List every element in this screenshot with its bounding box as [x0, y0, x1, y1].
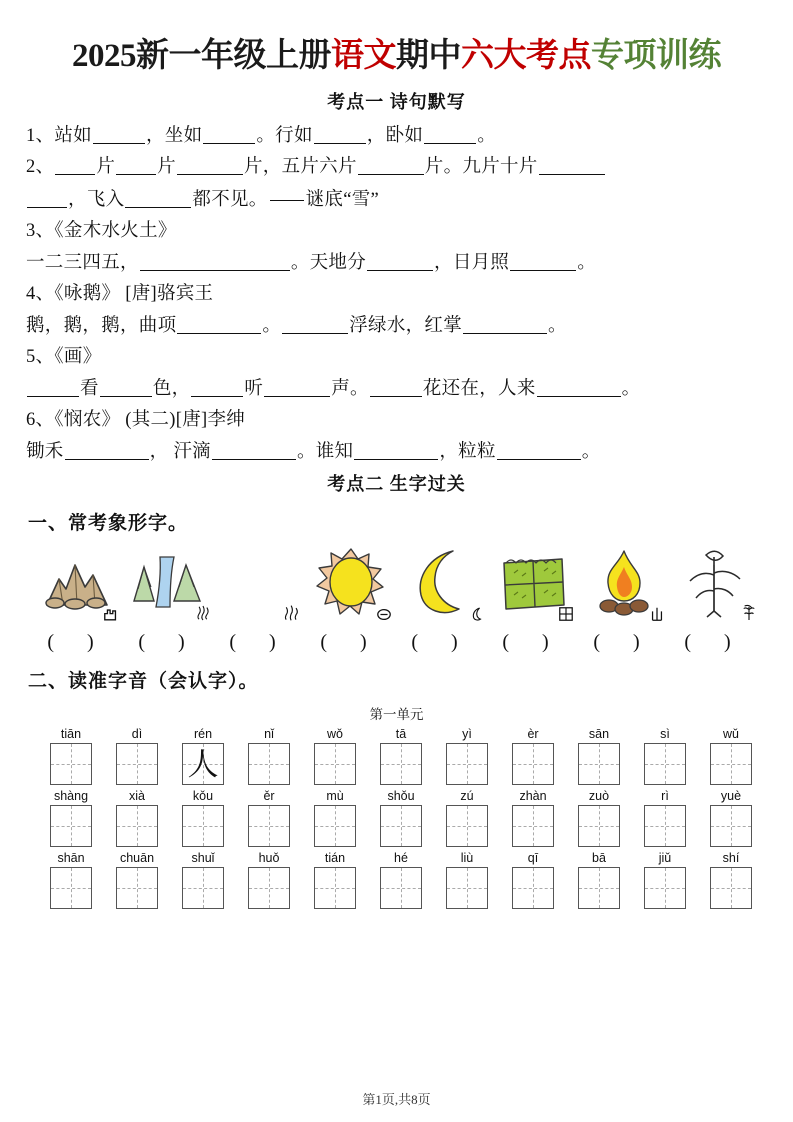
pinyin-cell — [632, 727, 698, 788]
moon-icon — [403, 543, 481, 625]
character-practice-box[interactable] — [248, 867, 290, 909]
pinyin-cell — [236, 789, 302, 850]
dictation-item-number: 2、 — [26, 157, 55, 178]
answer-blank[interactable] — [314, 127, 366, 144]
pinyin-cell — [170, 851, 236, 912]
pinyin-label: nǐ — [264, 727, 274, 742]
mountain-icon — [39, 543, 117, 625]
pinyin-cell — [632, 851, 698, 912]
dictation-item-poem-title: 《金木水火土》 — [54, 221, 177, 242]
dictation-item-number: 4、 — [26, 284, 55, 305]
pinyin-cell — [698, 851, 764, 912]
pinyin-cell — [368, 851, 434, 912]
question-text: 片，五片六片 — [243, 157, 357, 178]
answer-blank[interactable] — [140, 254, 290, 271]
pinyin-label: dì — [131, 727, 143, 742]
answer-parenthesis[interactable]: ( ) — [138, 631, 199, 654]
answer-blank[interactable] — [463, 317, 547, 334]
character-practice-box[interactable] — [116, 743, 158, 785]
question-text: 片 — [96, 157, 116, 178]
character-practice-box[interactable] — [512, 743, 554, 785]
character-practice-box[interactable] — [116, 805, 158, 847]
pinyin-label: chuān — [119, 851, 155, 866]
question-text: 谜底“雪” — [305, 189, 380, 210]
dictation-line — [26, 312, 767, 339]
question-text: 花还在，人来 — [422, 378, 536, 399]
character-practice-box[interactable] — [248, 743, 290, 785]
pinyin-row — [26, 789, 767, 850]
pinyin-cell — [302, 851, 368, 912]
character-practice-box[interactable] — [314, 867, 356, 909]
answer-blank[interactable] — [203, 127, 255, 144]
question-text: 看 — [80, 378, 99, 399]
question-text: ，日月照 — [434, 252, 510, 273]
question-text: 。 — [477, 125, 496, 146]
river-water-icon — [130, 543, 208, 625]
dictation-item-title — [26, 280, 767, 307]
fire-icon — [585, 543, 663, 625]
answer-blank[interactable] — [367, 254, 433, 271]
page-title — [26, 38, 767, 76]
character-practice-box[interactable] — [446, 743, 488, 785]
answer-parenthesis[interactable]: ( ) — [229, 631, 290, 654]
pinyin-label: tiān — [60, 727, 82, 742]
answer-blank[interactable] — [100, 380, 152, 397]
sun-icon — [312, 543, 390, 625]
pinyin-label: yì — [462, 727, 472, 742]
pictograph-section-label: 一、常考象形字。 — [28, 513, 189, 535]
pinyin-label: mù — [326, 789, 344, 804]
pinyin-label: wǔ — [723, 727, 739, 742]
dictation-item-title — [26, 406, 767, 433]
pinyin-label: tián — [324, 851, 346, 866]
pinyin-label: zú — [460, 789, 474, 804]
title-part-black: 2025新一年级上册 — [72, 38, 331, 74]
oracle-bone-glyph-moon — [471, 606, 483, 625]
answer-blank[interactable] — [497, 443, 581, 460]
question-text: 站如 — [54, 125, 92, 146]
pinyin-label: bā — [592, 851, 606, 866]
pinyin-cell — [566, 727, 632, 788]
pictograph-cell-fire — [578, 539, 669, 625]
answer-parenthesis[interactable]: ( ) — [47, 631, 108, 654]
answer-blank[interactable] — [212, 443, 296, 460]
pinyin-label: liù — [460, 851, 474, 866]
question-text: 。行如 — [256, 125, 313, 146]
pictograph-cell-field — [487, 539, 578, 625]
dictation-item-number: 1、 — [26, 125, 55, 146]
character-practice-box[interactable] — [710, 867, 752, 909]
pinyin-cell — [236, 851, 302, 912]
pictograph-answer-row — [26, 631, 767, 654]
answer-blank[interactable] — [358, 158, 424, 175]
oracle-bone-glyph-fire — [649, 606, 665, 625]
dictation-line — [26, 249, 767, 276]
pinyin-cell — [104, 727, 170, 788]
pictograph-cell-moon — [396, 539, 487, 625]
character-practice-box[interactable] — [446, 805, 488, 847]
em-dash — [270, 190, 304, 201]
character-practice-box[interactable] — [116, 867, 158, 909]
question-text: 声。 — [331, 378, 369, 399]
answer-blank[interactable] — [537, 380, 621, 397]
pinyin-cell — [698, 789, 764, 850]
answer-blank[interactable] — [177, 158, 243, 175]
pinyin-label: sì — [660, 727, 670, 742]
title-part-red: 六大考点 — [461, 38, 591, 74]
question-text: 都不见。 — [192, 189, 268, 210]
question-text: ， 汗滴 — [149, 441, 211, 462]
pinyin-cell — [434, 727, 500, 788]
pinyin-label: shuǐ — [191, 851, 215, 866]
question-text: ，坐如 — [145, 125, 203, 146]
question-text: 听 — [244, 378, 264, 399]
pinyin-cell — [104, 851, 170, 912]
character-practice-box[interactable] — [50, 805, 92, 847]
answer-blank[interactable] — [191, 380, 243, 397]
answer-blank[interactable] — [282, 317, 348, 334]
question-text: 片。九片十片 — [424, 157, 538, 178]
pinyin-cell — [368, 789, 434, 850]
pinyin-cell — [236, 727, 302, 788]
answer-parenthesis[interactable]: ( ) — [502, 631, 563, 654]
oracle-bone-glyph-field — [558, 606, 574, 625]
pinyin-cell — [566, 789, 632, 850]
oracle-bone-glyph-sun — [376, 607, 392, 625]
answer-parenthesis[interactable]: ( ) — [684, 631, 745, 654]
pinyin-label: huǒ — [258, 851, 280, 866]
pinyin-label: zuò — [588, 789, 610, 804]
dictation-line — [26, 375, 767, 402]
dictation-line — [26, 122, 767, 149]
pinyin-label: wǒ — [327, 727, 343, 742]
answer-blank[interactable] — [116, 158, 156, 175]
pinyin-cell — [500, 727, 566, 788]
question-text: 。 — [621, 378, 641, 399]
answer-parenthesis[interactable]: ( ) — [320, 631, 381, 654]
section-heading-kaodian-1: 考点一 诗句默写 — [327, 91, 466, 112]
answer-blank[interactable] — [539, 158, 605, 175]
answer-blank[interactable] — [424, 127, 476, 144]
pinyin-label: jiǔ — [658, 851, 672, 866]
pinyin-cell — [170, 789, 236, 850]
water-strokes-icon — [221, 543, 299, 625]
pinyin-label: zhàn — [519, 789, 547, 804]
question-text: ，粒粒 — [439, 441, 496, 462]
pinyin-label: kǒu — [192, 789, 214, 804]
character-practice-box[interactable] — [380, 805, 422, 847]
character-practice-box[interactable] — [644, 867, 686, 909]
pictograph-cell-mountain — [32, 539, 123, 625]
dictation-line — [26, 153, 767, 180]
oracle-bone-glyph-water-strokes — [283, 604, 301, 625]
question-text: ，飞入 — [68, 189, 125, 210]
question-text: 锄禾 — [26, 441, 64, 462]
pinyin-cell — [566, 851, 632, 912]
dictation-item-title — [26, 217, 767, 244]
pinyin-cell — [632, 789, 698, 850]
character-practice-box[interactable] — [644, 743, 686, 785]
question-text: 片 — [157, 157, 176, 178]
dictation-item-poem-title: 《悯农》 (其二)[唐]李绅 — [54, 410, 246, 431]
pinyin-cell — [38, 727, 104, 788]
character-practice-box[interactable] — [182, 743, 224, 785]
question-text: 。 — [577, 252, 597, 273]
oracle-bone-glyph-river-water — [196, 604, 210, 625]
pinyin-cell — [302, 727, 368, 788]
pictograph-cell-river-water — [123, 539, 214, 625]
pictograph-cell-sun — [305, 539, 396, 625]
page-footer: 第1页,共8页 — [362, 1092, 431, 1107]
character-practice-box[interactable] — [314, 805, 356, 847]
written-character: 人 — [187, 746, 219, 782]
pinyin-label: shān — [57, 851, 85, 866]
question-text: 。 — [262, 315, 282, 336]
character-practice-box[interactable] — [644, 805, 686, 847]
answer-blank[interactable] — [27, 191, 67, 208]
character-practice-box[interactable] — [512, 867, 554, 909]
pinyin-label: rén — [193, 727, 213, 742]
pinyin-label: rì — [661, 789, 669, 804]
pictograph-cell-water-strokes — [214, 539, 305, 625]
pinyin-label: shǒu — [387, 789, 415, 804]
pinyin-cell — [434, 851, 500, 912]
character-practice-box[interactable] — [578, 867, 620, 909]
pinyin-label: tā — [395, 727, 407, 742]
question-text: 浮绿水，红掌 — [349, 315, 463, 336]
pinyin-label: sān — [588, 727, 610, 742]
answer-blank[interactable] — [93, 127, 145, 144]
character-practice-box[interactable] — [710, 805, 752, 847]
pinyin-cell — [500, 789, 566, 850]
question-text: 鹅，鹅，鹅，曲项 — [26, 315, 177, 336]
answer-blank[interactable] — [177, 317, 261, 334]
grain-plant-icon — [676, 543, 754, 625]
pinyin-label: shí — [722, 851, 740, 866]
answer-blank[interactable] — [370, 380, 422, 397]
section-heading-kaodian-2: 考点二 生字过关 — [327, 474, 466, 495]
oracle-bone-glyph-mountain — [103, 607, 119, 625]
pinyin-label: èr — [527, 727, 539, 742]
dictation-item-number: 5、 — [26, 347, 55, 368]
pinyin-cell — [302, 789, 368, 850]
pinyin-label: yuè — [720, 789, 742, 804]
character-practice-box[interactable] — [380, 743, 422, 785]
pictograph-cell-grain-plant — [669, 539, 760, 625]
dictation-item-number: 3、 — [26, 221, 55, 242]
character-practice-box[interactable] — [578, 805, 620, 847]
question-text: 一二三四五， — [26, 252, 139, 273]
pinyin-cell — [104, 789, 170, 850]
character-practice-box[interactable] — [314, 743, 356, 785]
field-icon — [494, 543, 572, 625]
character-practice-box[interactable] — [380, 867, 422, 909]
pinyin-cell — [38, 851, 104, 912]
pinyin-label: shàng — [53, 789, 89, 804]
pinyin-row — [26, 851, 767, 912]
pictograph-row — [26, 539, 767, 625]
character-practice-box[interactable] — [512, 805, 554, 847]
question-text: 色， — [152, 378, 191, 399]
dictation-item-poem-title: 《画》 — [54, 347, 102, 368]
dictation-list — [26, 122, 767, 465]
pinyin-grid — [26, 727, 767, 912]
character-practice-box[interactable] — [182, 805, 224, 847]
pinyin-cell — [434, 789, 500, 850]
pinyin-cell — [170, 727, 236, 788]
oracle-bone-glyph-grain-plant — [742, 604, 756, 625]
pinyin-label: ěr — [263, 789, 275, 804]
character-practice-box[interactable] — [446, 867, 488, 909]
answer-blank[interactable] — [65, 443, 149, 460]
answer-blank[interactable] — [125, 191, 191, 208]
answer-blank[interactable] — [264, 380, 330, 397]
pinyin-cell — [368, 727, 434, 788]
title-part-black: 期中 — [396, 38, 461, 74]
question-text: ，卧如 — [366, 125, 424, 146]
pinyin-cell — [698, 727, 764, 788]
dictation-item-poem-title: 《咏鹅》 [唐]骆宾王 — [54, 284, 214, 305]
answer-parenthesis[interactable]: ( ) — [411, 631, 472, 654]
question-text: 。谁知 — [296, 441, 354, 462]
question-text: 。 — [548, 315, 567, 336]
character-practice-box[interactable] — [182, 867, 224, 909]
answer-parenthesis[interactable]: ( ) — [593, 631, 654, 654]
question-text: 。天地分 — [290, 252, 367, 273]
character-practice-box[interactable] — [248, 805, 290, 847]
dictation-item-title — [26, 343, 767, 370]
character-practice-box[interactable] — [578, 743, 620, 785]
dictation-line — [26, 438, 767, 465]
character-practice-box[interactable] — [50, 743, 92, 785]
pinyin-label: xià — [129, 789, 145, 804]
title-part-green: 专项训练 — [591, 38, 721, 74]
dictation-item-number: 6、 — [26, 410, 55, 431]
character-practice-box[interactable] — [710, 743, 752, 785]
pinyin-label: hé — [394, 851, 408, 866]
character-practice-box[interactable] — [50, 867, 92, 909]
pinyin-row — [26, 727, 767, 788]
answer-blank[interactable] — [354, 443, 438, 460]
answer-blank[interactable] — [55, 158, 95, 175]
unit-title: 第一单元 — [369, 707, 424, 723]
pinyin-cell — [500, 851, 566, 912]
pinyin-cell — [38, 789, 104, 850]
answer-blank[interactable] — [510, 254, 576, 271]
pinyin-section-label: 二、读准字音（会认字）。 — [28, 671, 259, 693]
question-text: 。 — [581, 441, 601, 462]
dictation-line — [26, 185, 767, 213]
title-part-red: 语文 — [331, 38, 396, 74]
pinyin-label: qī — [527, 851, 539, 866]
answer-blank[interactable] — [27, 380, 79, 397]
